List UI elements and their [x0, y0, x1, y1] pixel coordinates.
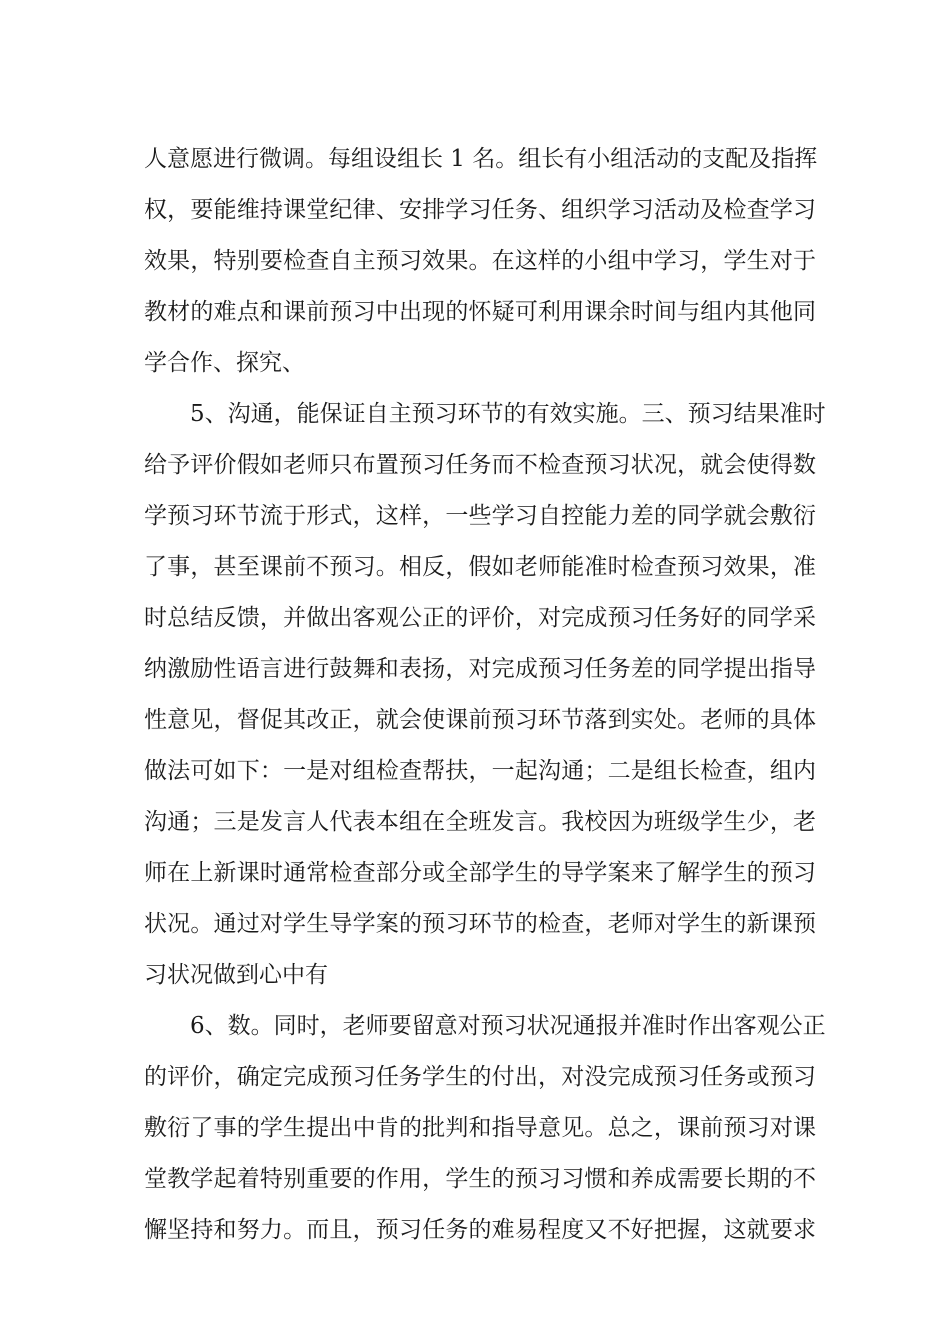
text-line: 给予评价假如老师只布置预习任务而不检查预习状况，就会使得数 [144, 452, 816, 478]
text-line: 状况。通过对学生导学案的预习环节的检查，老师对学生的新课预 [144, 911, 816, 937]
text-line: 5、沟通，能保证自主预习环节的有效实施。三、预习结果准时 [190, 401, 826, 427]
text-line: 人意愿进行微调。每组设组长 1 名。组长有小组活动的支配及指挥 [144, 146, 818, 172]
text-line: 权，要能维持课堂纪律、安排学习任务、组织学习活动及检查学习 [144, 197, 816, 223]
text-line: 学合作、探究、 [144, 350, 305, 376]
text-line: 懈坚持和努力。而且，预习任务的难易程度又不好把握，这就要求 [144, 1217, 816, 1243]
text-line: 纳激励性语言进行鼓舞和表扬，对完成预习任务差的同学提出指导 [144, 656, 816, 682]
text-line: 的评价，确定完成预习任务学生的付出，对没完成预习任务或预习 [144, 1064, 816, 1090]
text-line: 6、数。同时，老师要留意对预习状况通报并准时作出客观公正 [190, 1013, 826, 1039]
text-line: 效果，特别要检查自主预习效果。在这样的小组中学习，学生对于 [144, 248, 816, 274]
text-line: 习状况做到心中有 [144, 962, 328, 988]
body-text [144, 134, 826, 1256]
text-line: 了事，甚至课前不预习。相反，假如老师能准时检查预习效果，准 [144, 554, 816, 580]
text-line: 师在上新课时通常检查部分或全部学生的导学案来了解学生的预习 [144, 860, 816, 886]
text-line: 教材的难点和课前预习中出现的怀疑可利用课余时间与组内其他同 [144, 299, 816, 325]
text-line: 学预习环节流于形式，这样，一些学习自控能力差的同学就会敷衍 [144, 503, 816, 529]
text-line: 性意见，督促其改正，就会使课前预习环节落到实处。老师的具体 [144, 707, 816, 733]
text-line: 做法可如下：一是对组检查帮扶，一起沟通；二是组长检查，组内 [144, 758, 816, 784]
text-line: 敷衍了事的学生提出中肯的批判和指导意见。总之，课前预习对课 [144, 1115, 816, 1141]
text-line: 时总结反馈，并做出客观公正的评价，对完成预习任务好的同学采 [144, 605, 816, 631]
text-line: 沟通；三是发言人代表本组在全班发言。我校因为班级学生少，老 [144, 809, 816, 835]
text-line: 堂教学起着特别重要的作用，学生的预习习惯和养成需要长期的不 [144, 1166, 816, 1192]
